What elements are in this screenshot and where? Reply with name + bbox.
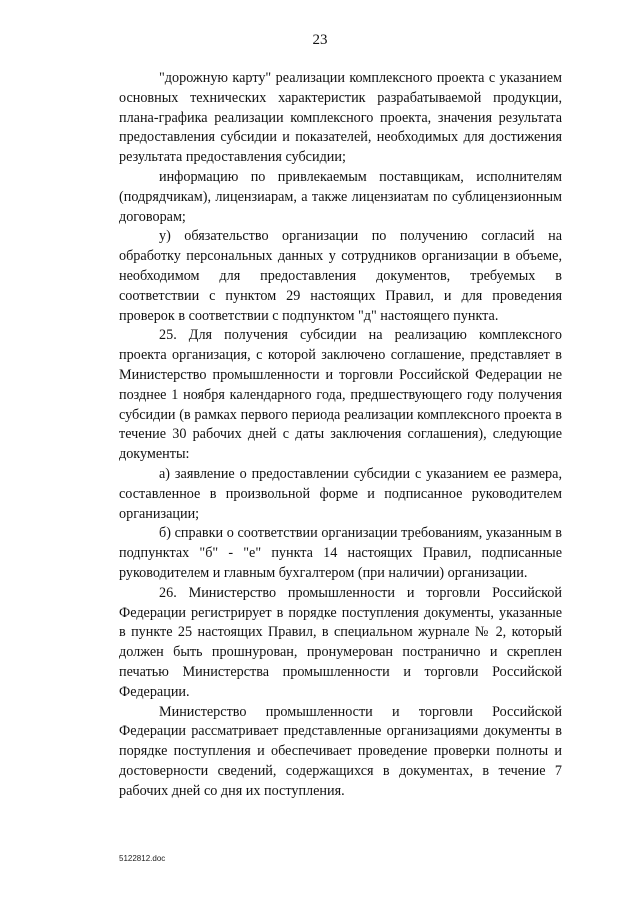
paragraph-clause-25: 25. Для получения субсидии на реализацию комплексного проекта организация, с которой заключено соглашение, представляет в Министерство промышленности и торговли Российской Федерации не позднее 1 ноября календарного года, предшествующего году получения субсидии (в рамках первого периода реализации комплексного проекта в течение 30 рабочих дней с даты заключения соглашения), следующие документы: [119, 327, 562, 463]
page-number: 23 [312, 32, 328, 48]
paragraph-item-a: а) заявление о предоставлении субсидии с указанием ее размера, составленное в произвольной форме и подписанное руководителем организации; [119, 465, 562, 522]
document-body [119, 69, 562, 801]
paragraph-ministry-review: Министерство промышленности и торговли Российской Федерации рассматривает представленные организациями документы в порядке поступления и обеспечивает проведение проверки полноты и достоверности сведений, содержащихся в документах, в течение 7 рабочих дней со дня их поступления. [119, 703, 562, 799]
paragraph-clause-26: 26. Министерство промышленности и торговли Российской Федерации регистрирует в порядке поступления документы, указанные в пункте 25 настоящих Правил, в специальном журнале № 2, который должен быть прошнурован, пронумерован постранично и скреплен печатью Министерства промышленности и торговли Российской Федерации. [119, 584, 562, 700]
paragraph-item-u: у) обязательство организации по получению согласий на обработку персональных данных у сотрудников организации в объеме, необходимом для предоставления документов, требуемых в соответствии с пунктом 29 настоящих Правил, и для проведения проверок в соответствии с подпунктом "д" настоящего пункта. [119, 228, 562, 324]
paragraph-roadmap: "дорожную карту" реализации комплексного проекта с указанием основных технических характеристик разрабатываемой продукции, плана-графика реализации комплексного проекта, значения результата предоставления субсидии и показателей, необходимых для достижения результата предоставления субсидии; [119, 70, 562, 166]
paragraph-item-b: б) справки о соответствии организации требованиям, указанным в подпунктах "б" - "е" пункта 14 настоящих Правил, подписанные руководителем и главным бухгалтером (при наличии) организации. [119, 525, 562, 581]
footer-document-code: 5122812.doc [119, 854, 166, 863]
paragraph-suppliers-info: информацию по привлекаемым поставщикам, исполнителям (подрядчикам), лицензиарам, а также лицензиатам по сублицензионным договорам; [119, 168, 562, 225]
